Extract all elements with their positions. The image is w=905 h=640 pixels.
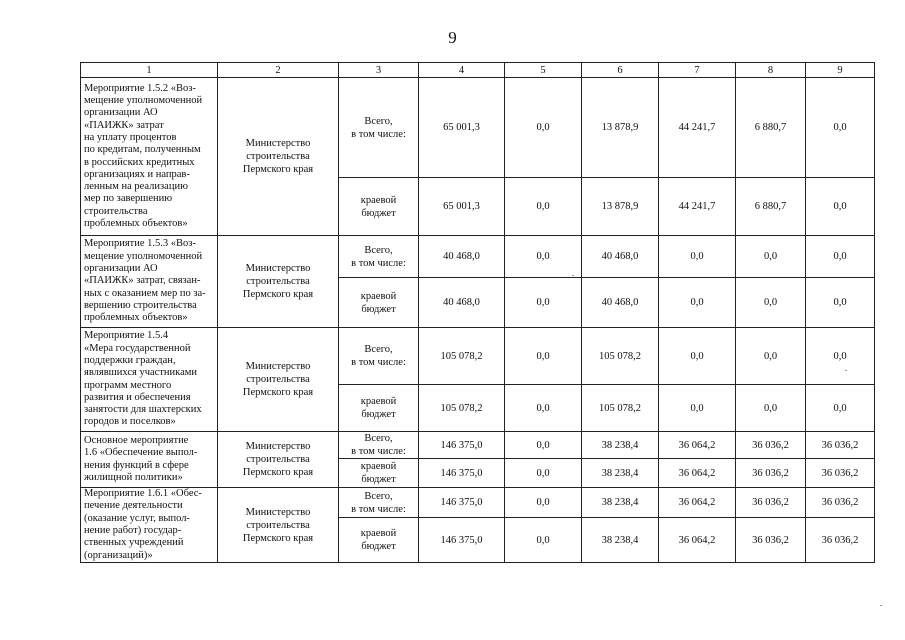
amount-cell: 36 064,2 [659,459,736,488]
table-row-total [81,488,875,518]
table-row-total [81,432,875,459]
measure-description: Мероприятие 1.6.1 «Обес- печение деятельности (оказание услуг, выпол- нение работ) государ- ственных учреждений (организаций)» [81,488,218,563]
amount-cell: 0,0 [505,78,582,178]
funding-source-cell: краевой бюджет [339,518,419,563]
column-number: 7 [659,63,736,78]
funding-source-cell: Всего, в том числе: [339,78,419,178]
amount-cell: 0,0 [505,385,582,432]
amount-cell: 0,0 [806,328,875,385]
amount-cell: 0,0 [505,236,582,278]
column-number: 5 [505,63,582,78]
amount-cell: 0,0 [659,385,736,432]
amount-cell: 36 036,2 [736,488,806,518]
page-number: 9 [448,28,457,47]
amount-cell: 13 878,9 [582,78,659,178]
amount-cell: 0,0 [505,488,582,518]
amount-cell: 36 036,2 [736,459,806,488]
budget-table [80,62,875,563]
scan-speck [845,370,847,371]
measure-description: Мероприятие 1.5.4 «Мера государственной поддержки граждан, являвшихся участниками программ местного развития и обеспечения занятости для шахтерских городов и поселков» [81,328,218,432]
amount-cell: 0,0 [505,432,582,459]
amount-cell: 36 036,2 [806,488,875,518]
amount-cell: 36 036,2 [806,432,875,459]
amount-cell: 44 241,7 [659,78,736,178]
executor-cell: Министерство строительства Пермского края [218,78,339,236]
executor-cell: Министерство строительства Пермского края [218,432,339,488]
scan-speck [880,605,882,606]
amount-cell: 146 375,0 [419,488,505,518]
funding-source-cell: Всего, в том числе: [339,432,419,459]
table-row-total [81,78,875,178]
amount-cell: 0,0 [806,78,875,178]
amount-cell: 38 238,4 [582,432,659,459]
funding-source-cell: краевой бюджет [339,459,419,488]
amount-cell: 0,0 [659,328,736,385]
amount-cell: 0,0 [659,278,736,328]
table-body [81,78,875,563]
funding-source-cell: Всего, в том числе: [339,236,419,278]
funding-source-cell: краевой бюджет [339,178,419,236]
column-number: 6 [582,63,659,78]
amount-cell: 105 078,2 [582,328,659,385]
executor-cell: Министерство строительства Пермского края [218,488,339,563]
amount-cell: 0,0 [505,518,582,563]
amount-cell: 38 238,4 [582,518,659,563]
amount-cell: 0,0 [736,385,806,432]
column-number: 4 [419,63,505,78]
amount-cell: 44 241,7 [659,178,736,236]
executor-cell: Министерство строительства Пермского края [218,236,339,328]
amount-cell: 0,0 [806,385,875,432]
funding-source-cell: краевой бюджет [339,278,419,328]
amount-cell: 40 468,0 [582,236,659,278]
table-row-total [81,328,875,385]
amount-cell: 0,0 [736,278,806,328]
amount-cell: 105 078,2 [419,385,505,432]
amount-cell: 0,0 [505,459,582,488]
executor-cell: Министерство строительства Пермского края [218,328,339,432]
amount-cell: 65 001,3 [419,78,505,178]
scan-speck [572,275,574,276]
amount-cell: 0,0 [806,178,875,236]
table-row-total [81,236,875,278]
column-number-row [81,63,875,78]
column-number: 2 [218,63,339,78]
amount-cell: 36 064,2 [659,432,736,459]
amount-cell: 0,0 [736,236,806,278]
amount-cell: 36 036,2 [806,518,875,563]
amount-cell: 40 468,0 [419,278,505,328]
amount-cell: 40 468,0 [582,278,659,328]
column-number: 8 [736,63,806,78]
amount-cell: 36 036,2 [736,518,806,563]
amount-cell: 0,0 [736,328,806,385]
amount-cell: 0,0 [505,278,582,328]
amount-cell: 146 375,0 [419,518,505,563]
amount-cell: 40 468,0 [419,236,505,278]
amount-cell: 38 238,4 [582,459,659,488]
amount-cell: 0,0 [505,328,582,385]
amount-cell: 13 878,9 [582,178,659,236]
measure-description: Мероприятие 1.5.2 «Воз- мещение уполномоченной организации АО «ПАИЖК» затрат на уплату процентов по кредитам, полученным в российских кредитных организациях и направ- ленным на реализацию мер по завершению строительства проблемных объектов» [81,78,218,236]
measure-description: Основное мероприятие 1.6 «Обеспечение выпол- нения функций в сфере жилищной политики» [81,432,218,488]
funding-source-cell: Всего, в том числе: [339,328,419,385]
amount-cell: 36 064,2 [659,488,736,518]
measure-description: Мероприятие 1.5.3 «Воз- мещение уполномоченной организации АО «ПАИЖК» затрат, связан- ных с оказанием мер по за- вершению строительства проблемных объектов» [81,236,218,328]
amount-cell: 38 238,4 [582,488,659,518]
column-number: 9 [806,63,875,78]
funding-source-cell: краевой бюджет [339,385,419,432]
funding-source-cell: Всего, в том числе: [339,488,419,518]
amount-cell: 36 064,2 [659,518,736,563]
amount-cell: 6 880,7 [736,78,806,178]
amount-cell: 146 375,0 [419,432,505,459]
amount-cell: 0,0 [806,278,875,328]
column-number: 1 [81,63,218,78]
amount-cell: 105 078,2 [419,328,505,385]
amount-cell: 105 078,2 [582,385,659,432]
column-number: 3 [339,63,419,78]
amount-cell: 6 880,7 [736,178,806,236]
amount-cell: 146 375,0 [419,459,505,488]
amount-cell: 0,0 [806,236,875,278]
amount-cell: 36 036,2 [736,432,806,459]
amount-cell: 0,0 [659,236,736,278]
amount-cell: 65 001,3 [419,178,505,236]
amount-cell: 0,0 [505,178,582,236]
amount-cell: 36 036,2 [806,459,875,488]
